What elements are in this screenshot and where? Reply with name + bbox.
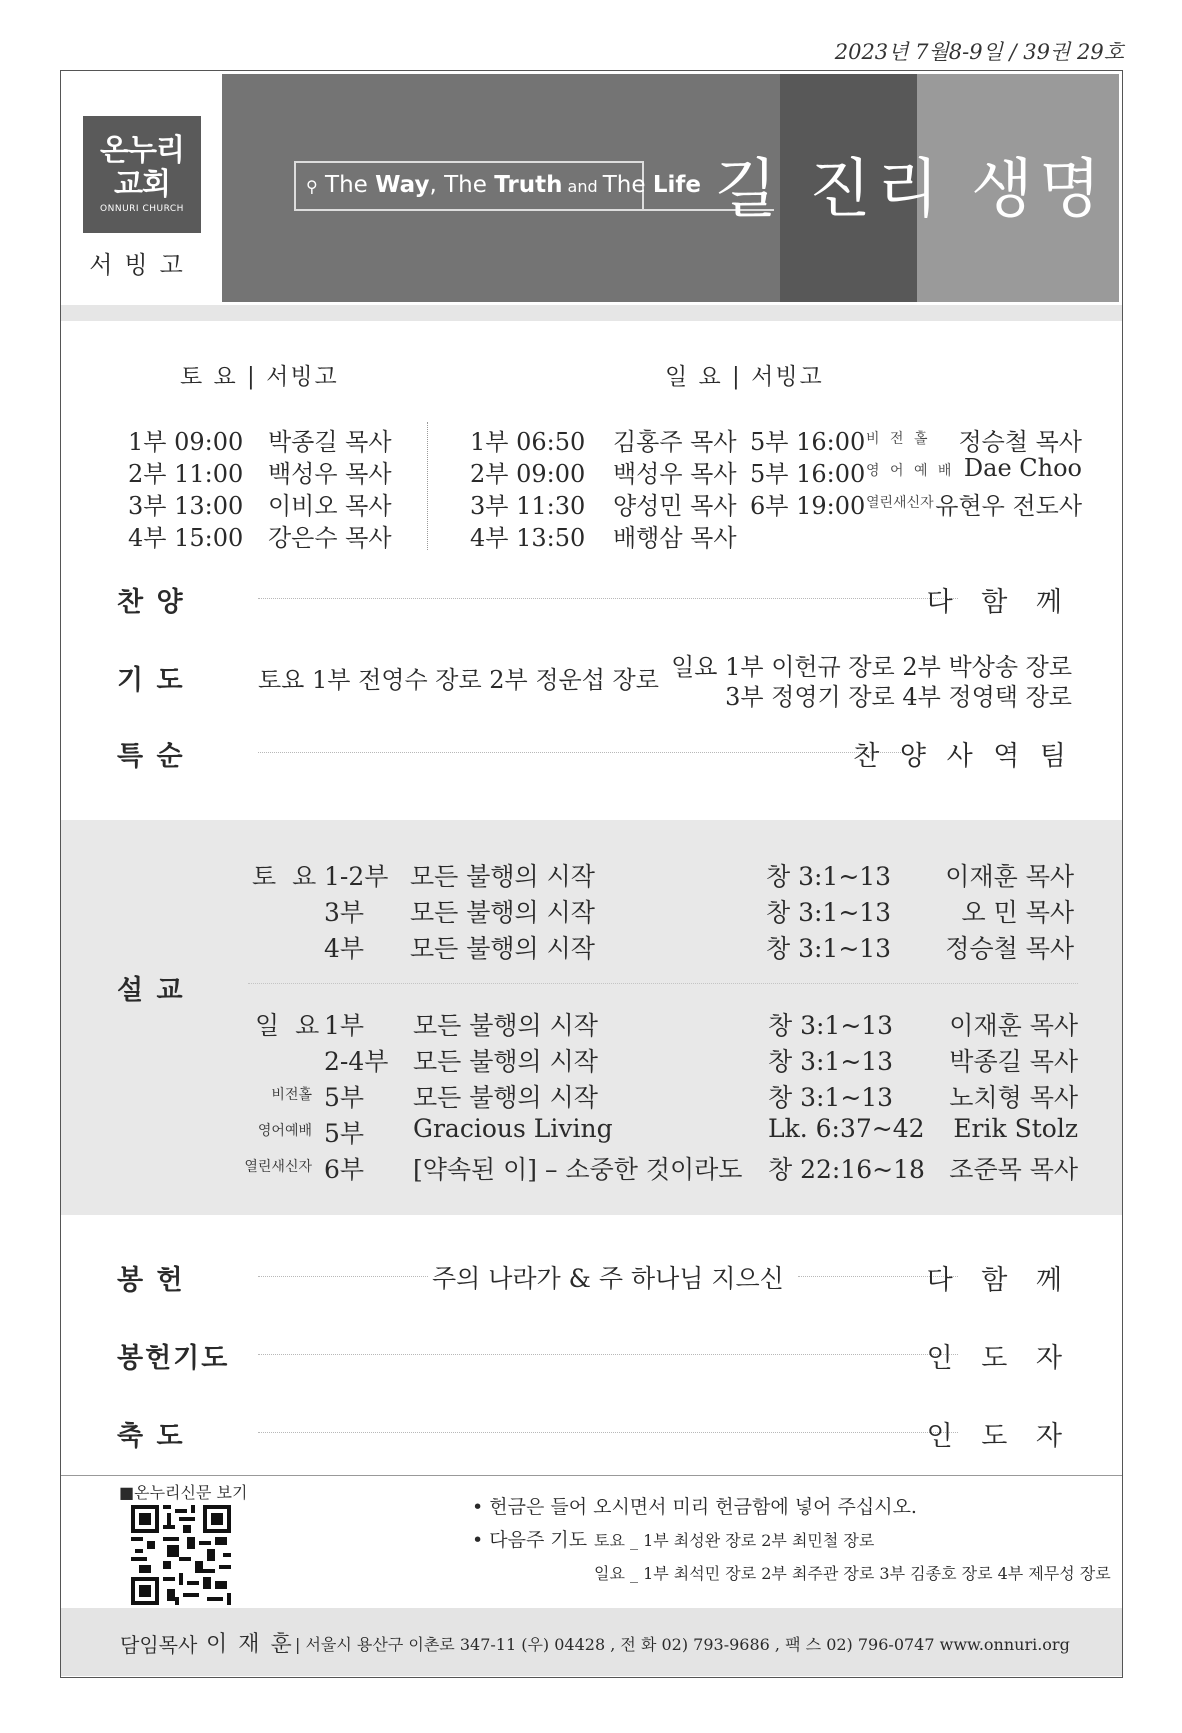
- sun-pastor-3: 양성민 목사: [613, 492, 737, 520]
- logo-line1: 온누리: [100, 133, 184, 168]
- sun-extra-pastor-1: 정승철 목사: [958, 428, 1082, 456]
- sun-time-3: 3부 11:30: [470, 492, 586, 520]
- schedule-divider: [427, 422, 428, 550]
- footer-pastor-name: 이 재 훈: [206, 1632, 294, 1657]
- sermon-sat-pastor-3: 정승철 목사: [945, 934, 1074, 963]
- sun-extra-time-3: 6부 19:00: [750, 492, 866, 520]
- sermon-sun-title-5: [약속된 이] – 소중한 것이라도: [413, 1155, 743, 1184]
- special-right: 찬 양 사 역 팀: [853, 741, 1072, 772]
- sat-pastor-4: 강은수 목사: [268, 524, 392, 552]
- logo-subtitle: ONNURI CHURCH: [100, 204, 184, 214]
- sun-extra-time-1: 5부 16:00: [750, 428, 866, 456]
- sermon-divider: [248, 983, 1078, 984]
- sermon-sun-verse-3: 창 3:1~13: [768, 1083, 894, 1112]
- search-icon: ⚲: [306, 177, 318, 196]
- issue-info: 2023년 7월8-9일 / 39권 29호: [834, 40, 1124, 64]
- sermon-sun-verse-5: 창 22:16~18: [768, 1155, 925, 1184]
- church-logo: [83, 116, 201, 233]
- prayer-saturday: 토요 1부 전영수 장로 2부 정운섭 장로: [258, 666, 659, 694]
- notice-offering: • 헌금은 들어 오시면서 미리 헌금함에 넣어 주십시오.: [472, 1496, 917, 1518]
- sermon-label: 설 교: [117, 975, 185, 1006]
- sermon-sun-verse-1: 창 3:1~13: [768, 1011, 894, 1040]
- sermon-sat-title-1: 모든 불행의 시작: [410, 862, 595, 891]
- sermon-sun-part-5: 6부: [324, 1155, 365, 1184]
- sermon-sun-venue-4: 영어예배: [257, 1123, 312, 1139]
- sun-time-2: 2부 09:00: [470, 460, 586, 488]
- campus-name: 서빙고: [89, 251, 195, 279]
- sun-extra-pastor-2: Dae Choo: [963, 454, 1082, 482]
- notice-prayer-saturday: 토요 _ 1부 최성완 장로 2부 최민철 장로: [594, 1531, 875, 1550]
- praise-leader: [258, 598, 958, 599]
- sermon-sun-verse-2: 창 3:1~13: [768, 1047, 894, 1076]
- sermon-sat-label: 토 요: [252, 862, 321, 891]
- sermon-sat-title-2: 모든 불행의 시작: [410, 898, 595, 927]
- praise-right: 다 함 께: [926, 587, 1072, 618]
- sermon-sun-part-3: 5부: [324, 1083, 365, 1112]
- sermon-sun-venue-3: 비전홀: [271, 1087, 312, 1103]
- sun-extra-venue-3: 열린새신자: [866, 495, 934, 511]
- sun-pastor-4: 배행삼 목사: [613, 524, 737, 552]
- praise-label: 찬 양: [117, 587, 185, 618]
- offering-prayer-right: 인 도 자: [926, 1343, 1072, 1374]
- sermon-sun-pastor-5: 조준목 목사: [949, 1155, 1078, 1184]
- prayer-sunday-1: 일요 1부 이헌규 장로 2부 박상송 장로: [671, 653, 1072, 681]
- sermon-sat-pastor-1: 이재훈 목사: [945, 862, 1074, 891]
- sun-extra-time-2: 5부 16:00: [750, 460, 866, 488]
- sat-time-1: 1부 09:00: [128, 428, 244, 456]
- qr-code[interactable]: [131, 1505, 231, 1605]
- sat-pastor-2: 백성우 목사: [268, 460, 392, 488]
- sun-pastor-1: 김홍주 목사: [613, 428, 737, 456]
- sermon-sun-label: 일 요: [255, 1011, 324, 1040]
- sermon-sat-title-3: 모든 불행의 시작: [410, 934, 595, 963]
- sermon-sat-verse-1: 창 3:1~13: [766, 862, 892, 891]
- sermon-sun-part-1: 1부: [324, 1011, 365, 1040]
- sat-pastor-3: 이비오 목사: [268, 492, 392, 520]
- sermon-sat-part-3: 4부: [324, 934, 365, 963]
- sermon-sun-part-4: 5부: [324, 1119, 365, 1148]
- offering-label: 봉 헌: [117, 1265, 185, 1296]
- sermon-sat-verse-2: 창 3:1~13: [766, 898, 892, 927]
- sun-extra-venue-1: 비 전 홀: [866, 431, 931, 447]
- offering-right: 다 함 께: [926, 1265, 1072, 1296]
- sermon-sun-venue-5: 열린새신자: [244, 1159, 312, 1175]
- offering-prayer-label: 봉헌기도: [117, 1343, 230, 1374]
- qr-label: ■온누리신문 보기: [119, 1483, 248, 1502]
- page-title: 길 진리 생명: [715, 153, 1107, 227]
- sermon-sun-pastor-4: Erik Stolz: [953, 1114, 1078, 1143]
- special-leader: [258, 752, 903, 753]
- sermon-sat-pastor-2: 오 민 목사: [961, 898, 1074, 927]
- tagline: ⚲ The Way, The Truth and The Life: [294, 161, 644, 211]
- special-label: 특 순: [117, 741, 185, 772]
- sat-pastor-1: 박종길 목사: [268, 428, 392, 456]
- benediction-right: 인 도 자: [926, 1421, 1072, 1452]
- logo-line2: 교회: [114, 167, 170, 202]
- footer-role: 담임목사: [120, 1633, 198, 1657]
- sermon-sun-verse-4: Lk. 6:37~42: [768, 1114, 925, 1143]
- footer-address: | 서울시 용산구 이촌로 347-11 (우) 04428 , 전 화 02) 793-9686 , 팩 스 02) 796-0747 www.onnuri.org: [295, 1635, 1070, 1654]
- offering-prayer-leader: [258, 1354, 958, 1355]
- sun-pastor-2: 백성우 목사: [613, 460, 737, 488]
- sat-time-3: 3부 13:00: [128, 492, 244, 520]
- sermon-sun-pastor-1: 이재훈 목사: [949, 1011, 1078, 1040]
- offering-leader-left: [258, 1276, 428, 1277]
- sermon-sun-part-2: 2-4부: [324, 1047, 389, 1076]
- saturday-header: 토 요 | 서빙고: [180, 364, 339, 390]
- sermon-sat-verse-3: 창 3:1~13: [766, 934, 892, 963]
- prayer-sunday-2: 3부 정영기 장로 4부 정영택 장로: [725, 683, 1072, 711]
- sermon-sun-title-2: 모든 불행의 시작: [413, 1047, 598, 1076]
- divider-strip: [61, 305, 1122, 321]
- prayer-label: 기 도: [117, 665, 185, 696]
- offering-hymn: 주의 나라가 & 주 하나님 지으신: [432, 1264, 784, 1293]
- sun-extra-venue-2: 영 어 예 배: [866, 463, 955, 479]
- sermon-sun-title-1: 모든 불행의 시작: [413, 1011, 598, 1040]
- notice-prayer-sunday: 일요 _ 1부 최석민 장로 2부 최주관 장로 3부 김종호 장로 4부 제무성 장로: [594, 1564, 1111, 1583]
- sat-time-2: 2부 11:00: [128, 460, 244, 488]
- sermon-sun-pastor-3: 노치형 목사: [949, 1083, 1078, 1112]
- notice-prayer-label: • 다음주 기도: [472, 1529, 588, 1551]
- notice-divider: [61, 1475, 1122, 1476]
- benediction-label: 축 도: [117, 1421, 185, 1452]
- benediction-leader: [258, 1432, 958, 1433]
- sermon-sun-title-3: 모든 불행의 시작: [413, 1083, 598, 1112]
- sermon-sat-part-1: 1-2부: [324, 862, 389, 891]
- sun-time-4: 4부 13:50: [470, 524, 586, 552]
- sermon-sun-title-4: Gracious Living: [413, 1114, 613, 1143]
- sun-time-1: 1부 06:50: [470, 428, 586, 456]
- sun-extra-pastor-3: 유현우 전도사: [935, 492, 1082, 520]
- sermon-sat-part-2: 3부: [324, 898, 365, 927]
- sunday-header: 일 요 | 서빙고: [665, 364, 824, 390]
- sat-time-4: 4부 15:00: [128, 524, 244, 552]
- sermon-sun-pastor-2: 박종길 목사: [949, 1047, 1078, 1076]
